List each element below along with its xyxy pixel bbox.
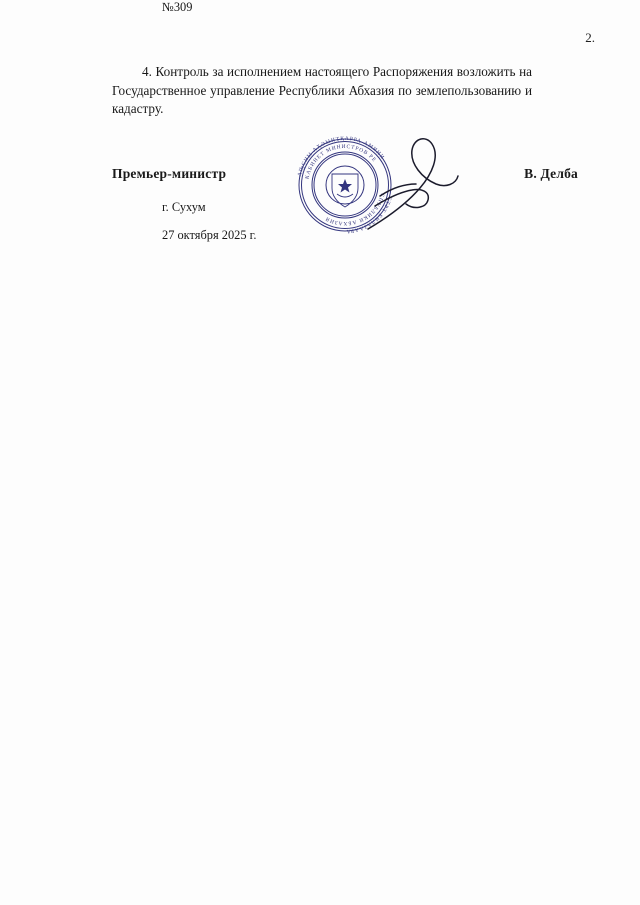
signature-block [112,166,582,182]
svg-text:СТРТ ЕИЛАЗААРА: СТРТ ЕИЛАЗААРА [345,195,393,235]
meta-city: г. Сухум [162,200,206,214]
body-paragraph: 4. Контроль за исполнением настоящего Распоряжения возложить на Государственное управление Республики Абхазия по землепользованию и кадастру. [112,64,532,117]
meta-date: 27 октября 2025 г. [162,228,257,242]
official-seal-and-signature [280,126,490,261]
signatory-name: В. Делба [524,166,578,181]
meta-document-number: №309 [162,0,193,14]
signatory-title: Премьер-министр [112,166,227,181]
svg-text:АҦСНЫ АҲӘЫНҬҚАРРА АМИНИ: АҦСНЫ АҲӘЫНҬҚАРРА АМИНИ [296,135,386,178]
svg-text:СПУБЛИКИ АБХАЗИЯ: СПУБЛИКИ АБХАЗИЯ [324,192,386,227]
svg-text:КАБИНЕТ МИНИСТРОВ РЕ: КАБИНЕТ МИНИСТРОВ РЕ [304,143,378,180]
page-number: 2. [585,30,595,45]
